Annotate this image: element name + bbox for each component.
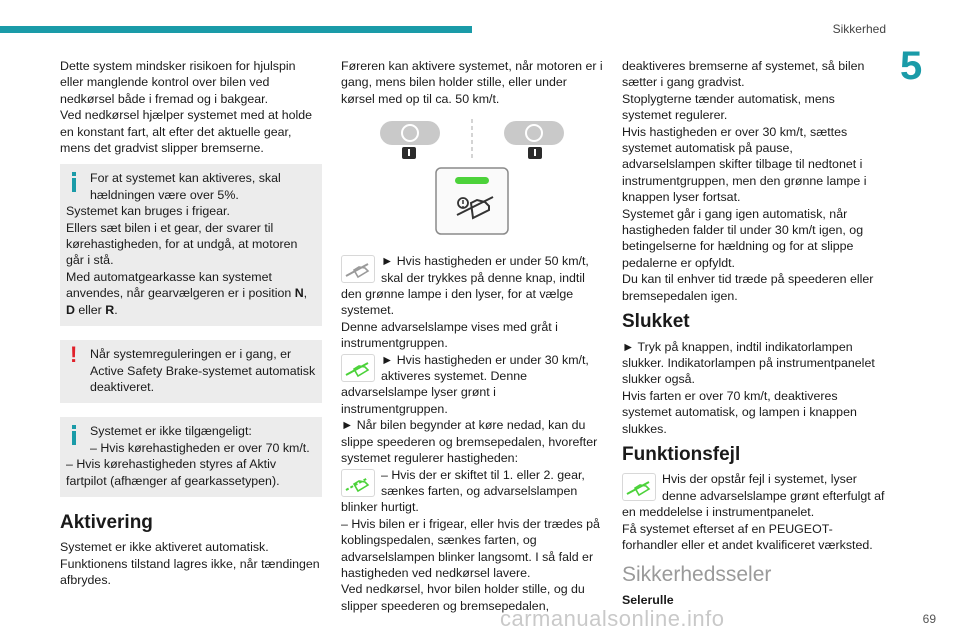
heading-off: Slukket — [622, 311, 690, 333]
body-text: Hvis farten er over 70 km/t, deaktiveres systemet automatisk, og lampen i knappen slukkes. — [622, 388, 857, 436]
warning-text: Når systemreguleringen er i gang, er Active Safety Brake-systemet automatisk deaktiveret. — [90, 347, 316, 394]
exclamation-icon: ! — [70, 342, 78, 368]
heading-fault: Funktionsfejl — [622, 443, 741, 465]
body-text: Hvis hastigheden er over 30 km/t, sættes systemet automatisk på pause, advarselslampen skifter tilbage til nedtonet i instrumentgruppen, men den grønne lampe i knappen lyser fortsat. — [622, 124, 867, 205]
body-text: Få systemet efterset af en PEUGEOT-forhandler eller et andet kvalificeret værksted. — [622, 521, 873, 552]
section-title: Sikkerhed — [832, 22, 886, 36]
info-note — [60, 417, 322, 497]
hill-descent-lamp-icon — [622, 473, 656, 501]
divider-line — [470, 119, 474, 161]
note-text: – Hvis kørehastigheden styres af Aktiv fartpilot (afhænger af gearkassetypen). — [66, 457, 280, 488]
instruction-text: ► Når bilen begynder at køre nedad, kan du slippe speederen og bremsepedalen, hvorefter systemet regulerer hastigheden: — [341, 418, 598, 466]
column-2 — [341, 58, 603, 614]
note-text: Med automatgearkasse kan systemet anvendes, når gearvælgeren er i position N, D eller R. — [66, 269, 308, 317]
activation-text: Funktionens tilstand lagres ikke, når tændingen afbrydes. — [60, 556, 320, 588]
heading-activation: Aktivering — [60, 511, 153, 533]
steering-wheel-illustration — [341, 119, 603, 161]
activation-text: Systemet er ikke aktiveret automatisk. — [60, 540, 269, 555]
hill-descent-lamp-icon — [341, 354, 375, 382]
heading-seatbelts: Sikkerhedsseler — [622, 563, 772, 587]
note-text: For at systemet kan aktiveres, skal hældningen være over 5%. — [90, 171, 281, 202]
column-1 — [60, 58, 322, 589]
steering-wheel-icon — [502, 119, 566, 161]
column-3 — [622, 58, 887, 608]
body-text: Hvis der opstår fejl i systemet, lyser denne advarselslampe grønt efterfulgt af en meddelelse i instrumentpanelet. — [622, 472, 885, 520]
instruction-text: – Hvis bilen er i frigear, eller hvis der trædes på koblingspedalen, sænkes farten, og advarselslampen blinker langsomt. I så fald er hastigheden ved nedkørsel lavere. — [341, 516, 600, 580]
instruction-text: ► Hvis hastigheden er under 30 km/t, aktiveres systemet. Denne advarselslampe lyser grønt i instrumentgruppen. — [341, 352, 589, 416]
intro-paragraph: Ved nedkørsel hjælper systemet med at holde en konstant fart, alt efter det aktuelle gear, mens det gradvist slipper bremserne. — [60, 108, 313, 156]
hill-descent-lamp-icon — [341, 469, 375, 497]
note-text: Ellers sæt bilen i et gear, der svarer til kørehastigheden, for at undgå, at motoren går i stå. — [66, 220, 298, 268]
body-text: Stoplygterne tænder automatisk, mens systemet regulerer. — [622, 91, 835, 123]
header-accent-bar — [0, 26, 472, 33]
subheading-retractor: Selerulle — [622, 592, 674, 607]
hill-descent-button-illustration — [341, 167, 603, 235]
steering-wheel-icon — [378, 119, 442, 161]
intro-paragraph: Dette system mindsker risikoen for hjulspin eller manglende kontrol over bilen ved nedkørsel både i fremad og i bakgear. — [60, 59, 296, 106]
chapter-number: 5 — [900, 44, 923, 88]
page-number: 69 — [922, 612, 936, 626]
instruction-text: ► Hvis hastigheden er under 50 km/t, skal der trykkes på denne knap, indtil den grønne lampe i den lyser, for at vælge systemet. — [341, 254, 589, 318]
body-text: deaktiveres bremserne af systemet, så bilen sætter i gang gradvist. — [622, 59, 865, 90]
body-text: Du kan til enhver tid træde på speederen eller bremsepedalen igen. — [622, 272, 874, 303]
warning-note — [60, 340, 322, 403]
hill-descent-button-icon — [435, 167, 509, 235]
note-text: Systemet er ikke tilgængeligt: — [90, 424, 252, 439]
instruction-text: Denne advarselslampe vises med gråt i instrumentgruppen. — [341, 319, 558, 351]
hill-descent-lamp-icon — [341, 255, 375, 283]
body-text: ► Tryk på knappen, indtil indikatorlampen slukker. Indikatorlampen på instrumentpanelet slukker også. — [622, 339, 875, 387]
watermark: carmanualsonline.info — [500, 606, 725, 631]
activation-intro: Føreren kan aktivere systemet, når motoren er i gang, mens bilen holder stille, eller under kørsel med op til ca. 50 km/t. — [341, 59, 603, 106]
info-icon — [72, 425, 76, 445]
note-text: – Hvis kørehastigheden er over 70 km/t. — [90, 440, 310, 455]
instruction-text: – Hvis der er skiftet til 1. eller 2. gear, sænkes farten, og advarselslampen blinker hurtigt. — [341, 467, 585, 515]
info-note — [60, 164, 322, 326]
body-text: Systemet går i gang igen automatisk, når hastigheden falder til under 30 km/t igen, og betingelserne for hældning og for at slippe pedalerne er opfyldt. — [622, 206, 864, 270]
info-icon — [72, 172, 76, 192]
note-text: Systemet kan bruges i frigear. — [66, 204, 230, 219]
instruction-text: Ved nedkørsel, hvor bilen holder stille, og du slipper speederen og bremsepedalen, — [341, 582, 585, 613]
